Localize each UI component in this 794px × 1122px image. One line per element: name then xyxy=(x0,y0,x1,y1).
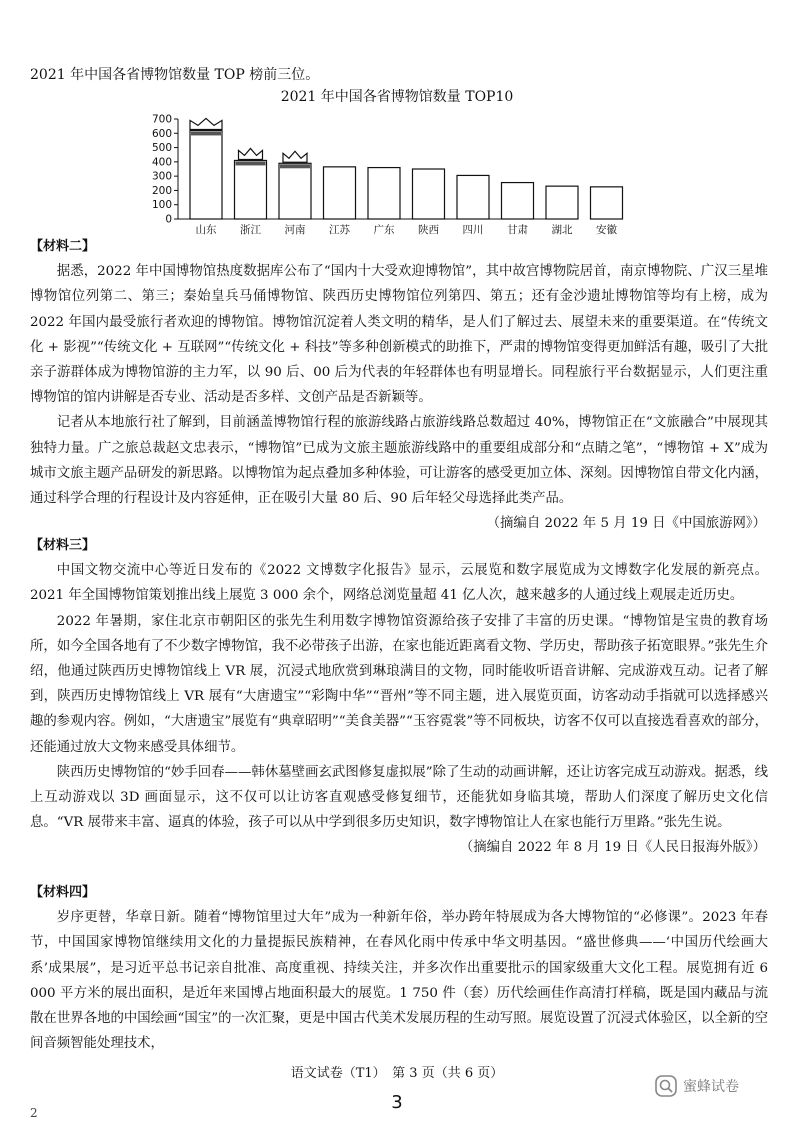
material-two-paragraph-2: 记者从本地旅行社了解到，目前涵盖博物馆行程的旅游线路占旅游线路总数超过 40%，博物馆正在“文旅融合”中展现其独特力量。广之旅总裁赵文忠表示，“博物馆”已成为文旅主题旅游线路中的重要组成部分和“点睛之笔”，“博物馆 + X”成为城市文旅主题产品研发的新思路。以博物馆为起点叠加多种体验，可让游客的感受更加立体、深刻。因博物馆自带文化内涵，通过科学合理的行程设计及内容延伸，正在吸引大量 80 后、90 后年轻父母选择此类产品。 xyxy=(30,415,768,507)
bar-山东 xyxy=(190,130,222,219)
chart-title: 2021 年中国各省博物馆数量 TOP10 xyxy=(280,89,514,105)
x-tick-label: 陕西 xyxy=(418,224,439,236)
x-tick-label: 甘肃 xyxy=(507,224,528,236)
material-three-paragraph-3: 陕西历史博物馆的“妙手回春——韩休墓壁画玄武图修复虚拟展”除了生动的动画讲解，还让访客完成互动游戏。据悉，线上互动游戏以 3D 画面显示，这不仅可以让访客直观感受修复细节，还能犹如身临其境，帮助人们深度了解历史文化信息。“VR 展带来丰富、逼真的体验，孩子可以从中学到很多历史知识，数字博物馆让人在家也能行万里路。”张先生说。 xyxy=(30,764,768,831)
bar-top-band xyxy=(191,131,221,135)
material-three-paragraph-2: 2022 年暑期，家住北京市朝阳区的张先生利用数字博物馆资源给孩子安排了丰富的历史课。“博物馆是宝贵的教育场所，如今全国各地有了不少数字博物馆，我不必带孩子出游，在家也能近距离看文物、学历史，帮助孩子拓宽眼界。”张先生介绍，他通过陕西历史博物馆线上 VR 展，沉浸式地欣赏到琳琅满目的文物，同时能收听语音讲解、完成游戏互动。记者了解到，陕西历史博物馆线上 VR 展有“大唐遗宝”“彩陶中华”“晋州”等不同主题，进入展览页面，访客动动手指就可以选择感兴趣的参观内容。例如，“大唐遗宝”展览有“典章昭明”“美食美器”“玉容霓裳”等不同板块，访客不仅可以直接选看喜欢的部分，还能通过放大文物来感受具体细节。 xyxy=(30,613,768,755)
y-tick-label: 500 xyxy=(151,142,172,155)
material-three-heading: 【材料三】 xyxy=(30,538,96,553)
x-tick-label: 安徽 xyxy=(596,224,617,236)
y-tick-label: 600 xyxy=(151,127,172,140)
bar-浙江 xyxy=(235,160,267,219)
material-two-heading: 【材料二】 xyxy=(30,239,96,254)
x-tick-label: 河南 xyxy=(284,224,306,236)
material-two-section xyxy=(30,234,768,536)
x-tick-label: 浙江 xyxy=(240,224,261,236)
bar-甘肃 xyxy=(502,183,534,219)
x-tick-label: 山东 xyxy=(195,224,217,236)
x-tick-label: 四川 xyxy=(462,224,484,236)
crown-icon xyxy=(190,118,222,129)
y-tick-label: 0 xyxy=(165,213,172,226)
chart-intro-text: 2021 年中国各省博物馆数量 TOP 榜前三位。 xyxy=(30,67,320,83)
watermark-text: 蜜蜂试卷 xyxy=(683,1079,739,1095)
bar-广东 xyxy=(368,168,400,219)
page-footer: 语文试卷（T1） 第 3 页（共 6 页） xyxy=(290,1066,504,1081)
museum-count-bar-chart xyxy=(140,103,617,236)
page-number: 3 xyxy=(391,1092,403,1113)
material-three-section xyxy=(30,533,768,861)
bar-湖北 xyxy=(546,186,578,219)
material-four-paragraph-1: 岁序更替，华章日新。随着“博物馆里过大年”成为一种新年俗，举办跨年特展成为各大博物馆的“必修课”。2023 年春节，中国国家博物馆继续用文化的力量提振民族精神，在春风化雨中传承中华文明基因。“盛世修典——‘中国历代绘画大系’成果展”，是习近平总书记亲自批准、高度重视、持续关注，并多次作出重要批示的国家级重大文化工程。展览拥有近 6 000 平方米的展出面积，是近年来国博占地面积最大的展览。1 750 件（套）历代绘画佳作高清打样稿，既是国内藏品与流散在世界各地的中国绘画“国宝”的一次汇聚，更是中国古代美术发展历程的生动写照。展览设置了沉浸式体验区，以全新的空间音频智能处理技术， xyxy=(30,910,768,1052)
material-two-source: （摘编自 2022 年 5 月 19 日《中国旅游网》） xyxy=(486,516,766,532)
bar-陕西 xyxy=(413,169,445,219)
material-four-heading: 【材料四】 xyxy=(30,885,96,900)
crown-icon xyxy=(283,151,307,162)
material-three-source: （摘编自 2022 年 8 月 19 日《人民日报海外版》） xyxy=(459,840,766,856)
y-tick-label: 200 xyxy=(151,184,172,197)
bar-安徽 xyxy=(591,187,623,219)
bar-江苏 xyxy=(324,167,356,219)
x-tick-label: 江苏 xyxy=(329,224,350,236)
x-tick-label: 湖北 xyxy=(551,224,573,236)
corner-mark: 2 xyxy=(30,1106,38,1120)
material-two-paragraph-1: 据悉，2022 年中国博物馆热度数据库公布了“国内十大受欢迎博物馆”，其中故宫博物院居首，南京博物院、广汉三星堆博物馆位列第二、第三；秦始皇兵马俑博物馆、陕西历史博物馆位列第四、第五；还有金沙遗址博物馆等均有上榜，成为 2022 年国内最受旅行者欢迎的博物馆。博物馆沉淀着人类文明的精华，是人们了解过去、展望未来的重要渠道。在“传统文化 + 影视”“传统文化 + 互联网”“传统文化 + 科技”等多种创新模式的助推下，严肃的博物馆变得更加鲜活有趣，吸引了大批亲子游群体成为博物馆游的主力军，以 90 后、00 后为代表的年轻群体也有明显增长。同程旅行平台数据显示，人们更注重博物馆的馆内讲解是否专业、活动是否多样、文创产品是否新颖等。 xyxy=(30,264,768,406)
crown-icon xyxy=(239,148,263,159)
x-tick-label: 广东 xyxy=(373,224,395,236)
bar-top-band xyxy=(280,164,310,168)
bar-河南 xyxy=(279,163,311,219)
y-tick-label: 300 xyxy=(151,170,172,183)
material-four-section xyxy=(30,880,768,1056)
bar-四川 xyxy=(457,175,489,219)
y-tick-label: 100 xyxy=(151,199,172,212)
material-three-paragraph-1: 中国文物交流中心等近日发布的《2022 文博数字化报告》显示，云展览和数字展览成为文博数字化发展的新亮点。2021 年全国博物馆策划推出线上展览 3 000 余个，网络总浏览量超 41 亿人次，越来越多的人通过线上观展走近历史。 xyxy=(30,563,768,604)
y-tick-label: 400 xyxy=(151,156,172,169)
bar-top-band xyxy=(236,161,266,165)
y-tick-label: 700 xyxy=(151,113,172,126)
